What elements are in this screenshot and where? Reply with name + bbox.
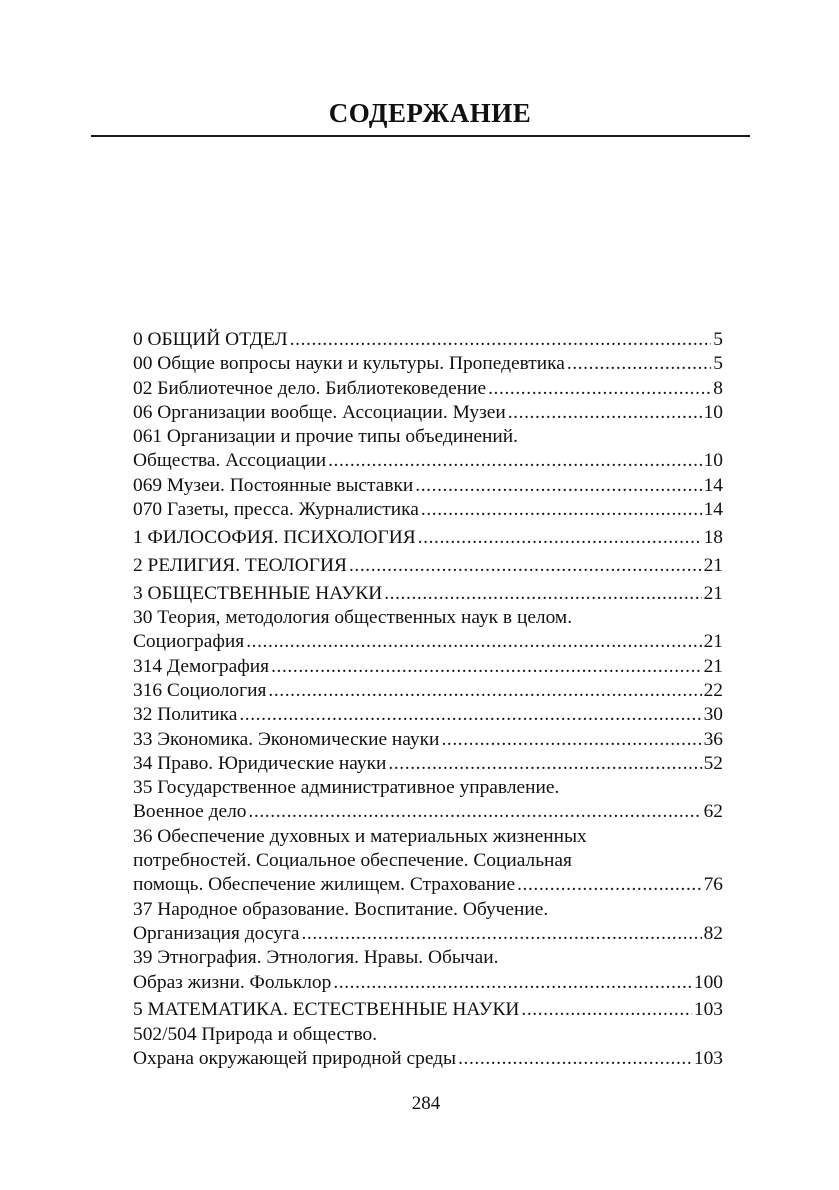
toc-entry-title: 069 Музеи. Постоянные выставки: [133, 474, 414, 496]
toc-entry-line: 37 Народное образование. Воспитание. Обучение.: [133, 898, 549, 920]
toc-entry-page: 5: [713, 353, 723, 375]
toc-entry-leader-line: [133, 800, 723, 824]
toc-entry-leader-line: [133, 655, 723, 679]
toc-entry: [133, 606, 723, 655]
toc-entry-title: Общества. Ассоциации: [133, 450, 327, 472]
toc-entry: [133, 898, 723, 947]
toc-entry-leader-line: [133, 352, 723, 376]
toc-entry-title: 2 РЕЛИГИЯ. ТЕОЛОГИЯ: [133, 554, 347, 576]
toc-entry-line: 39 Этнография. Этнология. Нравы. Обычаи.: [133, 947, 499, 969]
toc-entry: [133, 825, 723, 898]
toc-entry-leader-line: [133, 922, 723, 946]
toc-entry: [133, 328, 723, 352]
toc-entry-line: 36 Обеспечение духовных и материальных жизненных: [133, 825, 587, 847]
toc-entry-title: Социография: [133, 631, 245, 653]
toc-entry-title: 314 Демография: [133, 655, 270, 677]
page-number: 284: [411, 1093, 441, 1114]
toc-entry-page: 62: [703, 801, 723, 823]
toc-entry-line: потребностей. Социальное обеспечение. Социальная: [133, 850, 572, 872]
toc-entry-title: 3 ОБЩЕСТВЕННЫЕ НАУКИ: [133, 582, 383, 604]
toc-entry-title: 070 Газеты, пресса. Журналистика: [133, 499, 419, 521]
toc-entry: [133, 474, 723, 498]
dot-leader: [239, 703, 701, 727]
toc-entry-leader-line: [133, 582, 723, 606]
toc-entry-leader-line: [133, 377, 723, 401]
toc-entry-title: 0 ОБЩИЙ ОТДЕЛ: [133, 329, 288, 350]
dot-leader: [271, 655, 702, 679]
toc-entry-page: 21: [703, 554, 723, 576]
dot-leader: [384, 582, 701, 606]
toc-entry: [133, 526, 723, 550]
toc-entry: [133, 554, 723, 578]
toc-entry: [133, 498, 723, 522]
toc-entry-title: помощь. Обеспечение жилищем. Страхование: [133, 874, 516, 896]
dot-leader: [567, 352, 711, 376]
toc-entry-leader-line: [133, 630, 723, 654]
toc-entry-page: 103: [693, 1047, 723, 1069]
toc-entry-title: Образ жизни. Фольклор: [133, 971, 332, 993]
table-of-contents: [133, 328, 723, 1071]
toc-entry-page: 18: [703, 526, 723, 548]
dot-leader: [349, 554, 702, 578]
toc-entry-title: 34 Право. Юридические науки: [133, 752, 387, 774]
toc-entry: [133, 1023, 723, 1072]
toc-entry-title: 32 Политика: [133, 704, 238, 726]
dot-leader: [415, 474, 701, 498]
toc-entry: [133, 752, 723, 776]
toc-entry: [133, 582, 723, 606]
toc-entry-page: 52: [703, 752, 723, 774]
toc-entry-title: 00 Общие вопросы науки и культуры. Пропедевтика: [133, 353, 565, 375]
toc-entry-page: 21: [703, 582, 723, 604]
dot-leader: [268, 679, 701, 703]
toc-entry-leader-line: [133, 873, 723, 897]
dot-leader: [421, 498, 702, 522]
toc-entry: [133, 401, 723, 425]
toc-entry-leader-line: [133, 752, 723, 776]
toc-entry-leader-line: [133, 1047, 723, 1071]
toc-entry-page: 21: [703, 631, 723, 653]
toc-entry-title: Организация досуга: [133, 922, 300, 944]
dot-leader: [521, 998, 692, 1022]
toc-entry-page: 30: [703, 704, 723, 726]
toc-entry: [133, 703, 723, 727]
toc-entry-page: 22: [703, 679, 723, 701]
toc-entry-leader-line: [133, 449, 723, 473]
toc-entry-line: 35 Государственное административное управление.: [133, 777, 560, 799]
toc-entry-page: 8: [713, 377, 723, 399]
toc-entry-leader-line: [133, 971, 723, 995]
dot-leader: [328, 449, 702, 473]
toc-entry-leader-line: [133, 401, 723, 425]
dot-leader: [388, 752, 701, 776]
dot-leader: [290, 328, 712, 352]
toc-entry-title: Охрана окружающей природной среды: [133, 1047, 457, 1069]
toc-entry-leader-line: [133, 728, 723, 752]
toc-entry-leader-line: [133, 703, 723, 727]
toc-entry: [133, 946, 723, 995]
toc-entry-leader-line: [133, 474, 723, 498]
toc-entry: [133, 998, 723, 1022]
toc-entry-page: 14: [703, 499, 723, 521]
dot-leader: [248, 800, 701, 824]
dot-leader: [488, 377, 711, 401]
toc-entry: [133, 679, 723, 703]
page-title: СОДЕРЖАНИЕ: [328, 98, 532, 128]
dot-leader: [418, 526, 702, 550]
toc-entry: [133, 776, 723, 825]
dot-leader: [333, 971, 692, 995]
toc-entry-line: 30 Теория, методология общественных наук в целом.: [133, 607, 573, 629]
toc-entry-leader-line: [133, 679, 723, 703]
dot-leader: [517, 873, 702, 897]
toc-entry-leader-line: [133, 998, 723, 1022]
toc-entry-page: 21: [703, 655, 723, 677]
toc-entry-page: 5: [713, 329, 723, 350]
toc-entry: [133, 655, 723, 679]
dot-leader: [301, 922, 701, 946]
toc-entry-title: 1 ФИЛОСОФИЯ. ПСИХОЛОГИЯ: [133, 526, 416, 548]
toc-entry-leader-line: [133, 526, 723, 550]
title-rule: [91, 135, 750, 137]
toc-entry-page: 100: [693, 971, 723, 993]
toc-entry-leader-line: [133, 498, 723, 522]
dot-leader: [508, 401, 702, 425]
toc-entry-line: 061 Организации и прочие типы объединений.: [133, 426, 519, 448]
dot-leader: [441, 728, 701, 752]
toc-entry: [133, 352, 723, 376]
dot-leader: [246, 630, 701, 654]
toc-entry-leader-line: [133, 328, 723, 352]
toc-entry-title: 316 Социология: [133, 679, 267, 701]
toc-entry-title: 02 Библиотечное дело. Библиотековедение: [133, 377, 487, 399]
toc-entry-page: 14: [703, 474, 723, 496]
toc-entry-page: 103: [693, 999, 723, 1021]
toc-entry: [133, 425, 723, 474]
toc-entry-page: 76: [703, 874, 723, 896]
toc-entry-line: 502/504 Природа и общество.: [133, 1023, 378, 1045]
toc-entry-page: 36: [703, 728, 723, 750]
toc-entry-page: 10: [703, 450, 723, 472]
toc-entry: [133, 728, 723, 752]
toc-entry-title: 06 Организации вообще. Ассоциации. Музеи: [133, 401, 506, 423]
toc-entry: [133, 377, 723, 401]
toc-entry-title: 33 Экономика. Экономические науки: [133, 728, 440, 750]
toc-entry-title: Военное дело: [133, 801, 247, 823]
toc-entry-page: 10: [703, 401, 723, 423]
toc-entry-leader-line: [133, 554, 723, 578]
dot-leader: [458, 1047, 692, 1071]
toc-entry-title: 5 МАТЕМАТИКА. ЕСТЕСТВЕННЫЕ НАУКИ: [133, 999, 520, 1021]
toc-entry-page: 82: [703, 922, 723, 944]
